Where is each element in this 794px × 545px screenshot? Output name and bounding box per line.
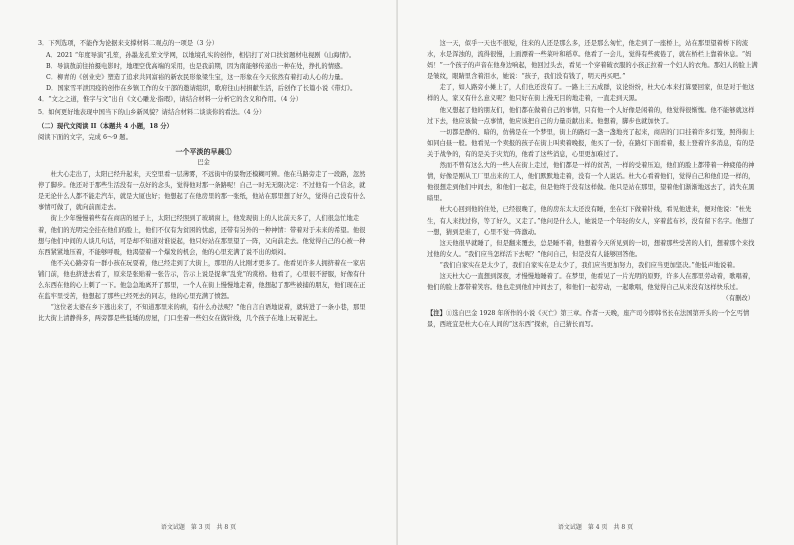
story-paragraph: 这天杜大心一直想到深夜，才慢慢地睡着了。在梦里，他看见了一片光明的原野，许多人在那里劳动着，歌唱着，他们的脸上都带着笑容。他也走到他们中间去了，和他们一起劳动，一起歌唱，他觉得自己从来没有这样快乐过。 <box>427 272 755 292</box>
section-title: （二）现代文阅读 II（本题共 4 小题，18 分） <box>38 122 173 130</box>
story-paragraph: 这天他很早就睡了，但是翻来覆去，总是睡不着，他想着今天所见到的一切，想着那些受苦的人们，想着那个来找过他的女人。“我们应当怎样活下去呢？”他问自己，但是没有人能够回答他。 <box>427 239 755 258</box>
story-author: 巴金 <box>197 158 210 166</box>
story-paragraph: 他不关心路旁有一群小孩在玩耍着，他已经走到了大街上，那里的人比刚才更多了。他看见许多人拥挤着在一家店铺门前，他也挤进去看了，原来是张贴着一张告示，告示上说是捉拿“乱党”的赏格。他看了，心里很不舒服，好像有什么东西在他的心上刺了一下。他急急地离开了那里，一个人在街上慢慢地走着，他想起了那些被捕的朋友，他们现在正在监牢里受苦，他想起了那些已经死去的同志，他的心里充满了愤怒。 <box>38 259 366 301</box>
story-paragraph: 一切都是静的、暗的，仿佛是在一个梦里，街上的路灯一盏一盏地亮了起来，商店的门口挂着许多灯笼，照得街上如同白昼一般。他看见一个卖报的孩子在街上叫卖着晚报，他买了一份，在路灯下面看着，报上登着许多消息，有的是关于战争的，有的是关于灾荒的，他看了这些消息，心里更加难过了。 <box>427 128 755 158</box>
story-paragraph: 然而不曾有这么大的一些人在街上走过，他们都是一样的贫苦，一样的受着压迫，他们的脸上都带着一种疲倦的神情，好像是刚从工厂里出来的工人，他们默默地走着，没有一个人说话。杜大心看着他们，觉得自己和他们是一样的，他很想走到他们中间去，和他们一起走，但是他终于没有这样做。他只是站在那里，望着他们渐渐地远去了，消失在黑暗里。 <box>427 162 755 203</box>
story-paragraph: “我们自家实在是太少了，我们自家实在是太少了，我们应当更加努力，我们应当更加坚决。”他低声地说着。 <box>439 261 739 269</box>
page-footer-left: 语文试题 第 3 页 共 8 页 <box>160 523 237 531</box>
story-paragraph: 杜大心走出了，太阳已经升起来，天空里看一层薄雾，不远街中的景物还模糊可辨。他在马路旁走了一段路，忽然停了脚步。他还对于那些生活没有一点好的念头，觉得他对那一条路呢！自己一时无无限决定：不过他有一个信念，就是无论什么人都不能走汽车，就是大厦也好；他想起了在他房里的那一张纸，他站在那里想了好久，觉得自己没有什么事情可做了，就向前面走去。 <box>38 171 366 212</box>
story-paragraph: 街上少年慢慢着些有在商店的屋子上，太阳已经照到了玻璃窗上，他发现街上的人比前天多了，人们很急忙地走着，他们的光明完全挂在他们的脸上，他们不仅有为贫困的忧虑，还带有另外的一种神情：带着对于未来的希望。他很想与他们中间的人谈几句话，可是却不知道对谁说起，他只好站在那里望了一阵，又向前走去。他觉得自己的心被一种东西紧紧地压着，不能够呼吸，他渴望着一个爆发的机会，他的心里充满了说不出的烦闷。 <box>38 215 366 256</box>
section-instruction: 阅读下面的文字，完成 6～9 题。 <box>38 133 132 141</box>
q3-stem: 3．下列选项，不能作为论据来支撑材料二观点的一项是（3 分） <box>38 40 219 47</box>
story-paragraph: “这位老太婆在乡下逃出来了，不知道那里来的病，有什么办法呢？”他自言自语地说着，就转进了一条小巷，那里比大街上清静得多，两旁都是些低矮的房屋，门口坐着一些妇女在做针线，几个孩子在地上玩着泥土。 <box>38 304 366 323</box>
right-page <box>397 0 794 545</box>
story-paragraph: 杜大心回到他的住处，已经很晚了，他的房东太太还没有睡，坐在灯下做着针线，看见他进来，便对他说：“杜先生，有人来找过你，等了好久，又走了。”他问是什么人，她说是一个年轻的女人，穿着蓝布衫，没有留下名字。他想了一想，猜到是谁了，心里不觉一阵激动。 <box>427 206 755 236</box>
footnote-label: 【注】 <box>427 310 446 318</box>
page-footer-right: 语文试题 第 4 页 共 8 页 <box>557 523 634 531</box>
q3-option-a: A．2021 “年度导演”孔笙，孙墨龙孔笙文学网，以地境孔实的创作，相信打了对口扶贫题材电视剧《山海情》。 <box>46 52 356 60</box>
q5: 5．如何更好地表现中国当下的山乡新风貌？请结合材料二谈谈你的看法。（4 分） <box>38 108 266 116</box>
story-paragraph: 他又想起了他的朋友们，他们都在做着自己的事情，只有他一个人好像是闲着的，他觉得很惭愧。他不能够就这样过下去，他应该做一点事情，他应该把自己的力量贡献出来。他想着，脚步也就加快了。 <box>427 106 755 125</box>
q3-option-c: C．柳青的《创业史》塑造了追求共同富裕的新农民形象梁生宝，这一形象在今天依然有着打动人心的力量。 <box>46 74 347 82</box>
q4: 4．“文之之道，惟字与文”出自《文心雕龙·指瑕》，请结合材料一分析它的含义和作用。（4 分） <box>38 96 303 104</box>
footnote <box>427 308 760 330</box>
end-mark: （有删改） <box>722 295 754 303</box>
story-paragraph: 走了，如人路旁小摊上了，人们也还没有了。一路上三五成群，议论纷纷，杜大心本来打算要回家，但是对于他这样的人，家又有什么意义呢？他只好在街上漫无目的地走着，一直走到天黑。 <box>427 84 755 103</box>
q3-option-b: B．导演敖前往拍摄电影时，地理空优高端的采用，也是我前期，因为南能够传递出一种在处，挣扎的情感。 <box>46 63 347 71</box>
story-paragraph: 这一天，似乎一天也不很短，往来的人还是那么多，还是那么匆忙，他走到了一座桥上，站在那里望着桥下的流水，水是浑浊的，流得很慢，上面漂着一些菜叶和稻草。他看了一会儿，觉得有些疲倦了，就在桥栏上靠着休息。“妈妈！”一个孩子的声音在他身边响起，他回过头去，看见一个穿着破衣服的小孩正拉着一个妇人的衣角。那妇人的脸上满是皱纹，眼睛里含着泪水，她说：“孩子，我们没有钱了，明天再买吧。” <box>427 40 758 81</box>
footnote-text: ①选自巴金 1928 年所作的小说《灭亡》第三章。作者一天晚，座产司今即韩书长在法国第开头的一个乞丐情景，西班宜是杜大心在人间的“这东西”探索，自己猜长而写。 <box>427 310 750 329</box>
story-title: 一个平淡的早晨① <box>175 146 232 156</box>
q3-option-d: D．国家雪平泄因疫的创作在乡镇工作的女干部的邀请组织，歌府往山村捐献生活，后创作了长篇小说《带灯》。 <box>46 85 357 93</box>
